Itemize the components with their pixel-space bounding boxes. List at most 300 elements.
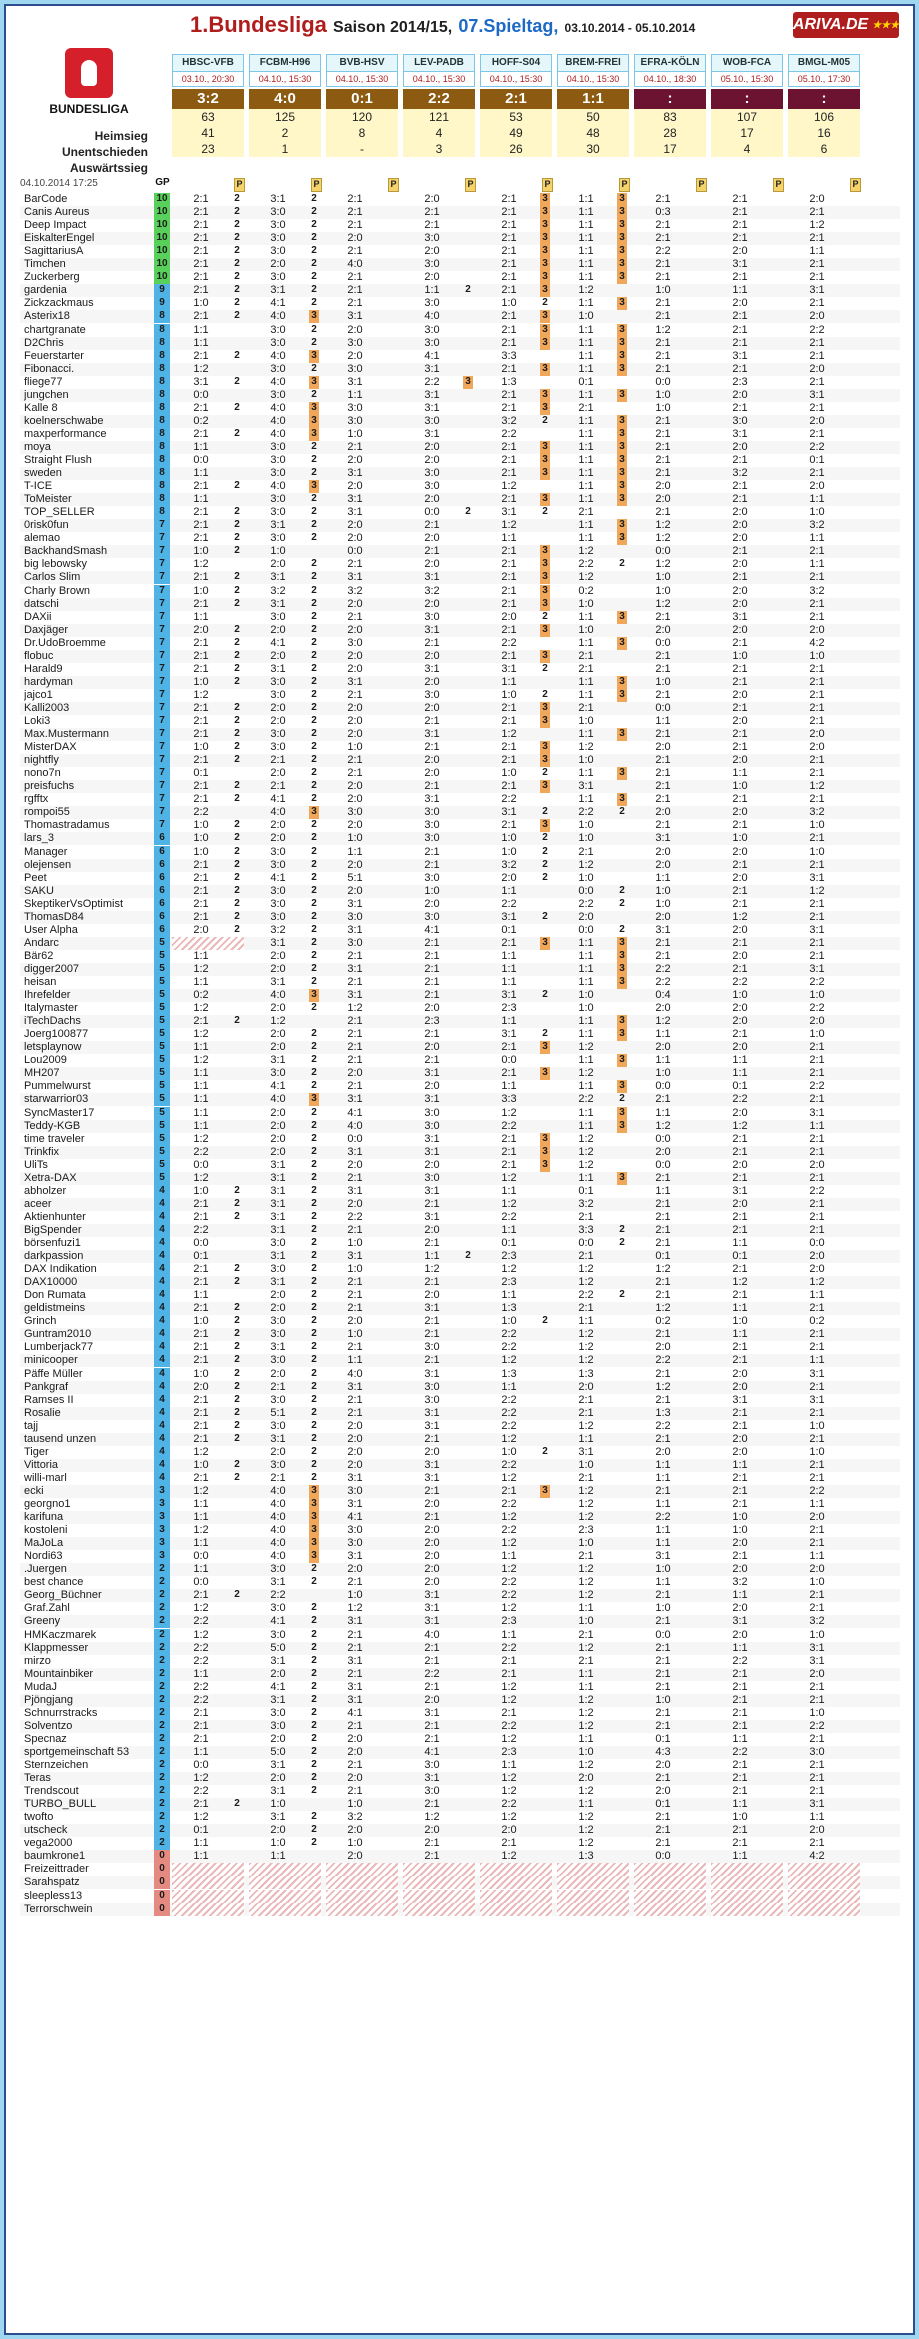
tip-cell: 1:1 [193,1850,209,1863]
tipper-name[interactable]: 0risk0fun [24,519,69,532]
tipper-name[interactable]: Feuerstarter [24,349,84,362]
points-cell: 2 [619,923,625,935]
tip-cell: 1:2 [193,1171,209,1184]
tip-cell: 3:1 [347,1615,363,1628]
gp-total: 2 [154,1785,170,1798]
tip-cell: 2:1 [193,715,209,727]
points-cell: 3 [617,193,627,206]
tipper-name[interactable]: Tiger [24,1445,49,1458]
tipper-name[interactable]: rgfftx [24,793,49,806]
gp-total: 5 [154,950,170,963]
tipper-name[interactable]: Charly Brown [24,584,91,597]
tipper-name[interactable]: Graf.Zahl [24,1602,70,1615]
tipper-name[interactable]: Mountainbiker [24,1667,94,1680]
tip-cell: 3:1 [347,1471,363,1484]
tipper-name[interactable]: User Alpha [24,923,78,936]
tip-cell: 3:0 [424,910,440,923]
tipper-name[interactable]: utscheck [24,1824,68,1837]
tipper-name[interactable]: Asterix18 [24,310,70,323]
gp-total: 7 [154,676,170,689]
tip-cell: 2:0 [732,1432,748,1445]
points-cell: 2 [311,610,317,622]
tipper-name[interactable]: Sarahspatz [24,1876,80,1889]
tip-cell: 0:2 [809,1315,825,1328]
tip-cell: 2:1 [193,910,209,923]
tipper-name[interactable]: digger2007 [24,962,80,975]
points-cell: 3 [309,376,319,389]
tipper-name[interactable]: time traveler [24,1132,85,1145]
tipper-name[interactable]: BigSpender [24,1223,82,1236]
tipper-name[interactable]: maxperformance [24,427,107,440]
tipper-name[interactable]: big lebowsky [24,558,87,571]
tip-cell: 3:0 [270,1237,286,1249]
tipper-name[interactable]: Päffe Müller [24,1367,83,1380]
tip-cell: 2:1 [578,1406,594,1419]
tipper-name[interactable]: Teddy-KGB [24,1119,81,1132]
tip-cell: 2:1 [732,1667,748,1680]
tip-cell: 2:1 [424,1054,440,1067]
tip-cell: 2:1 [424,780,440,793]
gp-total: 2 [154,1824,170,1837]
points-cell: 3 [309,428,319,441]
tipper-name[interactable]: nono7n [24,767,61,780]
tipper-name[interactable]: TOP_SELLER [24,506,95,519]
points-cell: 2 [234,1798,240,1810]
tipper-name[interactable]: alemao [24,532,61,545]
tip-cell: 1:2 [501,1511,517,1524]
tipper-name[interactable]: SyncMaster17 [24,1106,95,1119]
tip-cell: 3:1 [424,623,440,636]
tip-cell: 1:1 [501,1223,517,1236]
tipper-name[interactable]: Deep Impact [24,219,87,232]
tipper-name[interactable]: jajco1 [24,688,53,701]
tipper-name[interactable]: HMKaczmarek [24,1628,97,1641]
tipper-name[interactable]: BarCode [24,193,68,205]
tipper-name[interactable]: Solventzo [24,1719,73,1732]
points-cell: 2 [311,832,317,844]
tip-cell: 4:1 [424,349,440,362]
tipper-name[interactable]: flobuc [24,649,54,662]
tipper-name[interactable]: Pankgraf [24,1380,69,1393]
points-cell: 3 [540,715,550,728]
tip-cell: 2:0 [732,1041,748,1054]
ariva-logo[interactable] [793,12,899,38]
tipper-name[interactable]: Fibonacci. [24,362,75,375]
tip-cell: 3:2 [347,584,363,597]
tipper-name[interactable]: ecki [24,1484,44,1497]
tipper-name[interactable]: darkpassion [24,1250,84,1263]
points-cell: 2 [311,1341,317,1353]
points-cell: 2 [311,1406,317,1418]
tipper-name[interactable]: BackhandSmash [24,545,108,558]
tipper-name[interactable]: jungchen [24,388,69,401]
tip-cell: 2:0 [347,480,363,493]
tipper-name[interactable]: hardyman [24,675,73,688]
gp-total: 7 [154,728,170,741]
tip-cell: 2:1 [809,910,825,923]
tip-cell: 2:2 [655,962,671,975]
tipper-name[interactable]: Terrorschwein [24,1902,93,1915]
tipper-name[interactable]: vega2000 [24,1837,73,1850]
tip-cell: 1:0 [347,741,363,754]
tipper-name[interactable]: Pummelwurst [24,1080,91,1093]
tip-cell: 2:0 [732,1380,748,1393]
tipper-name[interactable]: chartgranate [24,323,86,336]
tip-cell: 2:1 [655,1237,671,1249]
tipper-name[interactable]: .Juergen [24,1563,67,1576]
season-label: Saison 2014/15, [333,19,453,36]
tip-cell: 3:1 [809,1654,825,1667]
tipper-name[interactable]: Teras [24,1772,51,1785]
points-cell: 3 [540,454,550,467]
tipper-name[interactable]: Canis Aureus [24,206,90,219]
tip-cell: 2:0 [809,741,825,754]
tipper-name[interactable]: Timchen [24,258,66,271]
tip-cell: 3:0 [809,1745,825,1758]
tip-cell: 2:2 [578,558,594,571]
tipper-name[interactable]: karifuna [24,1511,64,1524]
tipper-name[interactable]: Rosalie [24,1406,61,1419]
bundesliga-shield-icon [65,48,113,98]
tipper-name[interactable]: kostoleni [24,1524,68,1537]
tip-cell: 2:0 [424,493,440,506]
tip-cell: 2:1 [809,336,825,349]
tipper-name[interactable]: Straight Flush [24,454,92,466]
tip-cell: 2:1 [655,1289,671,1302]
table-row [20,1485,900,1498]
tipper-name[interactable]: lars_3 [24,832,54,845]
tip-cell: 0:1 [501,923,517,936]
table-row [20,598,900,611]
tip-cell: 5:1 [347,871,363,884]
tipper-name[interactable]: tajj [24,1419,39,1432]
tipper-name[interactable]: ThomasD84 [24,910,84,923]
tip-cell: 2:1 [270,754,286,767]
no-tip-hatch [557,1890,629,1903]
tipper-name[interactable]: börsenfuzi1 [24,1237,81,1249]
tipper-name[interactable]: Schnurrstracks [24,1706,98,1719]
tipper-name[interactable]: Zickzackmaus [24,297,94,310]
points-cell: 2 [234,375,240,387]
table-row [20,898,900,911]
tipper-name[interactable]: Lumberjack77 [24,1341,94,1354]
tip-cell: 3:1 [424,793,440,806]
tipper-name[interactable]: olejensen [24,858,72,871]
tip-cell: 2:1 [732,1550,748,1563]
gp-total: 2 [154,1655,170,1668]
tip-cell: 2:2 [501,793,517,806]
tip-cell: 1:0 [270,1798,286,1811]
tip-cell: 1:0 [578,819,594,832]
tipper-name[interactable]: Trendscout [24,1785,79,1798]
gp-total: 5 [154,1054,170,1067]
tip-cell: 2:2 [501,897,517,910]
tipper-name[interactable]: T-ICE [24,480,53,493]
table-row [20,715,900,728]
tip-cell: 0:0 [193,1576,209,1589]
tip-cell: 1:0 [809,1419,825,1432]
tip-cell: 3:1 [270,1158,286,1171]
tip-cell: 2:1 [347,976,363,988]
gp-total: 0 [154,1863,170,1876]
tipper-name[interactable]: Klappmesser [24,1641,89,1654]
tip-cell: 0:0 [347,1132,363,1145]
tipper-name[interactable]: Andarc [24,936,59,949]
tip-cell: 2:1 [655,780,671,793]
tip-cell: 2:1 [501,232,517,245]
tip-cell: 1:1 [809,493,825,506]
points-cell: 2 [234,1432,240,1444]
tipper-name[interactable]: Kalli2003 [24,701,70,714]
tipper-name[interactable]: Aktienhunter [24,1210,86,1223]
points-cell: 2 [311,662,317,674]
tipper-name[interactable]: MisterDAX [24,741,77,754]
tipper-name[interactable]: koelnerschwabe [24,414,104,427]
tipper-name[interactable]: MH207 [24,1067,60,1080]
points-cell: 2 [234,1263,240,1275]
tipper-name[interactable]: Joerg100877 [24,1028,89,1041]
tipper-name[interactable]: Manager [24,845,68,858]
tipper-name[interactable]: Harald9 [24,662,63,675]
gp-total: 8 [154,402,170,415]
tipper-name[interactable]: SAKU [24,884,54,897]
tip-cell: 2:1 [193,1471,209,1484]
tipper-name[interactable]: SagittariusA [24,245,84,258]
tip-cell: 2:0 [424,597,440,610]
tipper-name[interactable]: heisan [24,976,57,988]
points-cell: 2 [311,1367,317,1379]
tip-cell: 3:1 [270,1759,286,1771]
points-cell: 2 [234,662,240,674]
tip-cell: 3:0 [347,1484,363,1497]
tip-cell: 2:1 [578,1302,594,1315]
tipper-name[interactable]: MudaJ [24,1680,58,1693]
tipper-name[interactable]: EiskalterEngel [24,232,95,245]
tipper-name[interactable]: UliTs [24,1158,48,1171]
tip-cell: 2:1 [501,1837,517,1850]
tip-cell: 2:2 [501,1719,517,1732]
tip-cell: 2:0 [424,1158,440,1171]
tipper-name[interactable]: mirzo [24,1654,51,1667]
tipper-name[interactable]: Kalle 8 [24,401,58,414]
points-cell: 3 [540,232,550,245]
tip-cell: 2:1 [732,675,748,688]
tipper-name[interactable]: TURBO_BULL [24,1798,97,1811]
tip-cell: 4:0 [270,1550,286,1563]
points-cell: 2 [311,976,317,987]
gp-total: 8 [154,415,170,428]
tip-cell: 2:1 [809,1524,825,1537]
tipper-name[interactable]: Zuckerberg [24,271,80,284]
table-row [20,1067,900,1080]
no-tip-hatch [326,1876,398,1889]
tipper-name[interactable]: Guntram2010 [24,1328,92,1341]
tipper-name[interactable]: Lou2009 [24,1054,67,1067]
tip-cell: 2:2 [655,1354,671,1367]
match-draw-count: 49 [480,125,552,141]
points-cell: 2 [311,1289,317,1301]
tipper-name[interactable]: Max.Mustermann [24,728,109,741]
points-cell: 3 [617,454,627,467]
tipper-name[interactable]: DAXii [24,610,52,623]
tipper-name[interactable]: sleepless13 [24,1889,83,1902]
gp-total: 4 [154,1328,170,1341]
match-score: : [788,89,860,109]
tip-cell: 2:1 [347,610,363,623]
tip-cell: 2:1 [809,427,825,440]
tip-cell: 2:1 [424,1484,440,1497]
match-code: EFRA-KÖLN [634,54,706,72]
gp-total: 2 [154,1629,170,1642]
tipper-name[interactable]: baumkrone1 [24,1850,86,1863]
tipper-name[interactable]: fliege77 [24,375,63,388]
tipper-name[interactable]: Nordi63 [24,1550,63,1563]
tip-cell: 3:0 [270,1328,286,1341]
gp-total: 8 [154,337,170,350]
tipper-name[interactable]: starwarrior03 [24,1093,89,1106]
tipper-name[interactable]: Loki3 [24,715,51,727]
tip-cell: 1:1 [193,1119,209,1132]
tip-cell: 2:0 [270,1119,286,1132]
tipper-name[interactable]: ToMeister [24,493,72,506]
gp-total: 7 [154,519,170,532]
tip-cell: 3:1 [270,519,286,532]
points-cell: 2 [311,532,317,544]
tip-cell: 2:0 [732,558,748,571]
tip-cell: 1:2 [578,1419,594,1432]
tipper-name[interactable]: SkeptikerVsOptimist [24,897,124,910]
legend-home: Heimsieg [94,129,148,143]
tip-cell: 3:1 [424,728,440,741]
tip-cell: 2:1 [347,1080,363,1093]
tipper-name[interactable]: Daxjäger [24,623,69,636]
tip-cell: 5:0 [270,1641,286,1654]
match-date: 04.10., 15:30 [326,72,398,87]
match-draw-count: 17 [711,125,783,141]
points-cell: 2 [234,675,240,687]
tipper-name[interactable]: preisfuchs [24,780,75,793]
points-cell: 2 [311,1706,317,1718]
tipper-name[interactable]: tausend unzen [24,1432,97,1445]
tipper-name[interactable]: aceer [24,1197,52,1210]
tip-cell: 3:1 [424,1145,440,1158]
tip-cell: 2:1 [193,884,209,897]
tip-cell: 2:0 [424,193,440,205]
tip-cell: 1:1 [578,232,594,245]
tip-cell: 1:0 [732,1811,748,1824]
match-away-count: 3 [403,141,475,157]
tipper-name[interactable]: Bär62 [24,949,54,962]
tipper-name[interactable]: georgno1 [24,1498,71,1510]
tip-cell: 1:2 [578,1759,594,1771]
tipper-name[interactable]: Trinkfix [24,1145,60,1158]
points-cell: 2 [311,297,317,309]
tipper-name[interactable]: Don Rumata [24,1289,86,1302]
tipper-name[interactable]: twofto [24,1811,54,1824]
tipper-name[interactable]: nightfly [24,754,59,767]
tipper-name[interactable]: Grinch [24,1315,57,1328]
tipper-name[interactable]: Sternzeichen [24,1759,89,1771]
points-cell: 2 [234,636,240,648]
tip-cell: 2:0 [732,1002,748,1015]
tip-cell: 2:1 [732,793,748,806]
tipper-name[interactable]: Pjöngjang [24,1693,73,1706]
tip-cell: 2:0 [347,1315,363,1328]
tip-cell: 3:1 [270,1223,286,1236]
tipper-name[interactable]: Freizeittrader [24,1863,89,1876]
tipper-name[interactable]: geldistmeins [24,1302,86,1315]
tipper-name[interactable]: gardenia [24,284,67,297]
tip-cell: 2:0 [501,610,517,623]
tip-cell: 2:1 [732,897,748,910]
tipper-name[interactable]: sweden [24,467,62,480]
tipper-name[interactable]: Georg_Büchner [24,1589,102,1602]
tipper-name[interactable]: Xetra-DAX [24,1171,77,1184]
tipper-name[interactable]: Carlos Slim [24,571,81,584]
tip-cell: 0:1 [732,1250,748,1263]
tip-cell: 2:0 [732,597,748,610]
tipper-name[interactable]: willi-marl [24,1471,67,1484]
tipper-name[interactable]: minicooper [24,1354,78,1367]
tipper-name[interactable]: rompoi55 [24,806,70,819]
tipper-name[interactable]: sportgemeinschaft 53 [24,1745,130,1758]
tip-cell: 1:0 [193,584,209,597]
tip-cell: 2:1 [655,467,671,480]
tip-cell: 1:1 [578,349,594,362]
tip-cell: 2:1 [501,193,517,205]
tip-cell: 1:0 [809,989,825,1002]
tip-cell: 2:0 [424,649,440,662]
tipper-name[interactable]: Ihrefelder [24,989,71,1002]
tip-cell: 2:1 [193,1798,209,1811]
tipper-name[interactable]: letsplaynow [24,1041,82,1054]
tipper-name[interactable]: Ramses II [24,1393,74,1406]
tip-cell: 1:0 [501,1445,517,1458]
tip-cell: 2:1 [809,349,825,362]
tip-cell: 3:1 [270,1811,286,1824]
match-column [711,54,783,157]
tipper-name[interactable]: abholzer [24,1184,67,1197]
points-cell: 2 [234,271,240,283]
tipper-name[interactable]: Peet [24,871,47,884]
tipper-name[interactable]: Thomastradamus [24,819,110,832]
tipper-name[interactable]: Vittoria [24,1458,59,1471]
tip-cell: 1:1 [578,258,594,271]
tipper-name[interactable]: moya [24,440,51,453]
gp-total: 9 [154,284,170,297]
tipper-name[interactable]: Greeny [24,1615,61,1628]
tip-cell: 1:1 [578,388,594,401]
tipper-name[interactable]: Dr.UdoBroemme [24,636,106,649]
tipper-name[interactable]: MaJoLa [24,1537,64,1550]
points-cell: 2 [311,1811,317,1823]
tip-cell: 2:0 [347,1158,363,1171]
tipper-name[interactable]: DAX10000 [24,1276,78,1289]
tip-cell: 2:1 [809,1197,825,1210]
tipper-name[interactable]: best chance [24,1576,84,1589]
tip-cell: 2:1 [655,219,671,232]
tipper-name[interactable]: datschi [24,597,59,610]
tip-cell: 1:1 [193,1667,209,1680]
tip-cell: 2:1 [424,1680,440,1693]
tipper-name[interactable]: Italymaster [24,1002,78,1015]
points-cell: 2 [234,897,240,909]
tip-cell: 3:0 [424,688,440,701]
tipper-name[interactable]: Specnaz [24,1732,67,1745]
tipper-name[interactable]: D2Chris [24,336,64,349]
tipper-name[interactable]: DAX Indikation [24,1263,97,1276]
tipper-name[interactable]: iTechDachs [24,1015,81,1028]
